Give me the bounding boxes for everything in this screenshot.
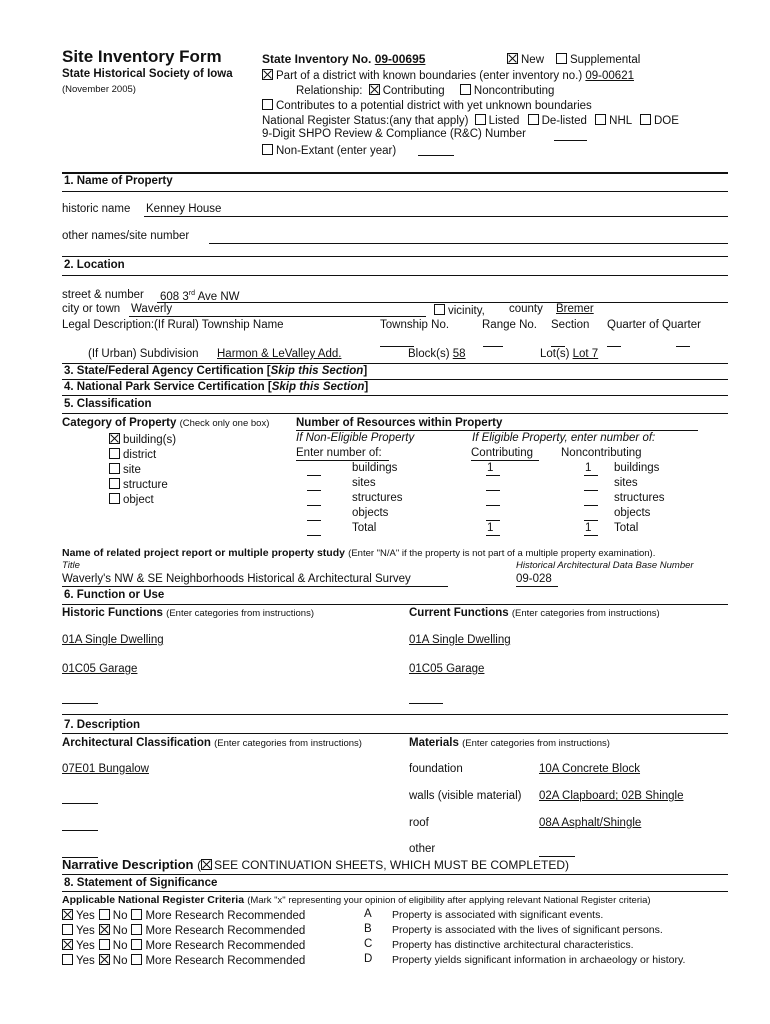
enter-number-heading: Enter number of: <box>296 447 382 459</box>
divider <box>62 172 728 174</box>
divider <box>62 275 728 276</box>
quarter-field[interactable] <box>607 346 621 347</box>
arch-classification-value[interactable]: 07E01 Bungalow <box>62 763 149 775</box>
supplemental-option[interactable] <box>556 53 640 67</box>
historic-name-field <box>144 216 728 217</box>
contributing-count-field[interactable] <box>486 520 500 521</box>
category-label: building(s) <box>123 434 177 446</box>
criteria-more-label: More Research Recommended <box>145 925 306 937</box>
eligible-row-label: sites <box>614 477 638 489</box>
contributing-checkbox[interactable] <box>369 84 380 95</box>
new-option[interactable] <box>507 53 544 67</box>
arch-classification-note: (Enter categories from instructions) <box>214 738 362 749</box>
quarter-label: Quarter of Quarter <box>607 319 701 331</box>
city-value[interactable]: Waverly <box>131 303 173 315</box>
historic-functions-heading <box>62 608 314 620</box>
inventory-number-row <box>262 53 425 65</box>
nonextant-checkbox[interactable] <box>262 144 273 155</box>
arch-classification-3-field[interactable] <box>62 830 98 831</box>
section-3-skip: Skip this Section <box>270 365 364 377</box>
historic-name-label: historic name <box>62 203 131 215</box>
narrative-checkbox[interactable] <box>201 859 212 870</box>
inventory-label: State Inventory No. <box>262 52 372 66</box>
current-function-2[interactable]: 01C05 Garage <box>409 663 485 675</box>
category-option[interactable] <box>109 433 176 447</box>
street-number: 608 3 <box>160 290 189 303</box>
city-field <box>129 316 426 317</box>
criteria-description: Property yields significant information in archaeology or history. <box>392 954 686 966</box>
narrative-text: SEE CONTINUATION SHEETS, WHICH MUST BE COMPLETED) <box>214 858 570 872</box>
related-study-label: Name of related project report or multiple property study <box>62 547 345 559</box>
criteria-yes-label: Yes <box>76 940 95 952</box>
roof-value[interactable]: 08A Asphalt/Shingle <box>539 817 642 829</box>
criteria-more-label: More Research Recommended <box>145 910 306 922</box>
criteria-letter: D <box>364 953 373 965</box>
contributing-count-field[interactable] <box>486 535 500 536</box>
noncontributing-count[interactable]: 1 <box>585 522 592 534</box>
current-function-1[interactable]: 01A Single Dwelling <box>409 634 511 646</box>
new-checkbox[interactable] <box>507 53 518 64</box>
historic-function-2[interactable]: 01C05 Garage <box>62 663 138 675</box>
non-eligible-row-label: objects <box>352 507 389 519</box>
historic-functions-note: (Enter categories from instructions) <box>166 608 314 619</box>
form-date: (November 2005) <box>62 84 136 95</box>
section-3-end: ] <box>363 365 368 377</box>
county-label: county <box>509 303 543 315</box>
section-3-title <box>64 366 367 378</box>
arch-classification-heading <box>62 738 362 750</box>
eligible-row-label: Total <box>614 522 639 534</box>
block-label <box>408 349 466 361</box>
narrative-row <box>62 858 569 871</box>
new-label: New <box>521 54 545 66</box>
criteria-no-checkbox[interactable] <box>99 939 110 950</box>
criteria-no-checkbox[interactable] <box>99 909 110 920</box>
noncontributing-count-field[interactable] <box>584 490 598 491</box>
criteria-row-d <box>62 954 305 968</box>
historic-function-1[interactable]: 01A Single Dwelling <box>62 634 164 646</box>
relationship-label: Relationship: <box>296 85 363 97</box>
resources-title-underline <box>296 430 698 431</box>
contributing-count-field[interactable] <box>486 505 500 506</box>
quarter-of-quarter-field[interactable] <box>676 346 690 347</box>
contributing-heading: Contributing <box>471 447 534 459</box>
non-eligible-heading: If Non-Eligible Property <box>296 432 415 444</box>
nonextant-label: Non-Extant (enter year) <box>276 145 397 157</box>
district-label: Part of a district with known boundaries (enter inventory no.) <box>276 70 583 82</box>
criteria-note: (Mark "x" representing your opinion of eligibility after applying relevant National Register criteria) <box>247 895 651 906</box>
nonextant-row <box>262 144 396 158</box>
divider <box>62 714 728 715</box>
criteria-letter: B <box>364 923 372 935</box>
category-heading <box>62 418 269 430</box>
nr-status-label: National Register Status:(any that apply) <box>262 115 469 127</box>
title-label: Title <box>62 560 80 571</box>
walls-value[interactable]: 02A Clapboard; 02B Shingle <box>539 790 684 802</box>
district-number[interactable]: 09-00621 <box>585 70 634 82</box>
category-checkbox[interactable] <box>109 463 120 474</box>
township-no-field[interactable] <box>380 346 414 347</box>
section-4-title <box>64 382 368 394</box>
criteria-row-b <box>62 924 305 938</box>
current-functions-note: (Enter categories from instructions) <box>511 608 660 619</box>
vicinity-label: vicinity, <box>448 305 485 317</box>
contributing-count-field[interactable] <box>486 490 500 491</box>
historic-name-value[interactable]: Kenney House <box>146 203 222 215</box>
eligible-row-label: buildings <box>614 462 660 474</box>
other-names-label: other names/site number <box>62 230 190 242</box>
foundation-label: foundation <box>409 763 463 775</box>
criteria-more-checkbox[interactable] <box>131 909 142 920</box>
category-label: district <box>123 449 157 461</box>
criteria-letter: A <box>364 908 372 920</box>
non-eligible-count-field[interactable] <box>307 475 321 476</box>
criteria-row-c <box>62 939 305 953</box>
noncontributing-label: Noncontributing <box>473 85 555 97</box>
contributing-count-field[interactable] <box>486 475 500 476</box>
non-eligible-count-field[interactable] <box>307 505 321 506</box>
criteria-no-checkbox[interactable] <box>99 924 110 935</box>
block-value[interactable]: 58 <box>452 348 466 360</box>
lot-label-text: Lot(s) <box>540 348 570 360</box>
section-label: Section <box>551 319 590 331</box>
noncontributing-count-field[interactable] <box>584 520 598 521</box>
contributing-label: Contributing <box>382 85 445 97</box>
supplemental-checkbox[interactable] <box>556 53 567 64</box>
potential-district-row <box>262 99 592 113</box>
category-option[interactable] <box>109 448 156 462</box>
org-name: State Historical Society of Iowa <box>62 68 233 80</box>
supplemental-label: Supplemental <box>570 54 641 66</box>
criteria-no-label: No <box>112 940 128 952</box>
eligible-heading: If Eligible Property, enter number of: <box>472 432 656 444</box>
section-5-title: 5. Classification <box>64 398 152 410</box>
materials-note: (Enter categories from instructions) <box>462 738 610 749</box>
section-2-title: 2. Location <box>64 259 125 271</box>
city-label: city or town <box>62 303 121 315</box>
block-label-text: Block(s) <box>408 348 450 360</box>
criteria-no-label: No <box>112 925 128 937</box>
category-checkbox[interactable] <box>109 493 120 504</box>
criteria-description: Property has distinctive architectural characteristics. <box>392 939 634 951</box>
related-study-heading <box>62 548 655 560</box>
current-functions-label: Current Functions <box>409 607 509 619</box>
category-note: (Check only one box) <box>179 418 270 429</box>
category-checkbox[interactable] <box>109 448 120 459</box>
narrative-label: Narrative Description <box>62 857 194 872</box>
nr-status-row <box>262 114 679 128</box>
form-title: Site Inventory Form <box>62 47 222 66</box>
non-eligible-count-field[interactable] <box>307 490 321 491</box>
lot-label <box>540 349 598 361</box>
criteria-no-label: No <box>112 955 128 967</box>
street-suffix: rd <box>188 290 196 297</box>
walls-label: walls (visible material) <box>409 790 522 802</box>
potential-checkbox[interactable] <box>262 99 273 110</box>
divider <box>62 891 728 892</box>
noncontributing-count-field[interactable] <box>584 505 598 506</box>
nhl-label: NHL <box>609 115 632 127</box>
nonextant-year-field[interactable] <box>418 155 454 156</box>
shpo-field[interactable] <box>554 140 587 141</box>
other-material-label: other <box>409 843 436 855</box>
criteria-no-checkbox[interactable] <box>99 954 110 965</box>
potential-label: Contributes to a potential district with yet unknown boundaries <box>276 100 592 112</box>
enter-number-underline <box>296 460 389 461</box>
narrative-open: ( <box>197 858 202 872</box>
shpo-label: 9-Digit SHPO Review & Compliance (R&C) Number <box>262 128 526 140</box>
contributing-count[interactable]: 1 <box>487 522 494 534</box>
noncontributing-heading: Noncontributing <box>561 447 642 459</box>
arch-classification-2-field[interactable] <box>62 803 98 804</box>
category-label: Category of Property <box>62 417 177 429</box>
category-option[interactable] <box>109 463 141 477</box>
historic-functions-label: Historic Functions <box>62 607 163 619</box>
divider <box>62 256 728 257</box>
district-checkbox[interactable] <box>262 69 273 80</box>
other-material-field[interactable] <box>539 856 575 857</box>
category-checkbox[interactable] <box>109 478 120 489</box>
section-4-text: 4. National Park Service Certification [ <box>64 381 272 393</box>
noncontributing-checkbox[interactable] <box>460 84 471 95</box>
range-no-field[interactable] <box>483 346 503 347</box>
shpo-row <box>262 129 526 141</box>
listed-label: Listed <box>488 115 520 127</box>
category-label: object <box>123 494 154 506</box>
contributing-count[interactable]: 1 <box>487 462 494 474</box>
doe-label: DOE <box>653 115 679 127</box>
criteria-row-a <box>62 909 305 923</box>
criteria-label: Applicable National Register Criteria <box>62 894 245 906</box>
criteria-yes-checkbox[interactable] <box>62 939 73 950</box>
related-study-value[interactable]: Waverly's NW & SE Neighborhoods Historical & Architectural Survey <box>62 573 411 585</box>
vicinity-checkbox[interactable] <box>434 304 445 315</box>
criteria-more-checkbox[interactable] <box>131 954 142 965</box>
arch-classification-label: Architectural Classification <box>62 737 211 749</box>
criteria-no-label: No <box>112 910 128 922</box>
eligible-row-label: structures <box>614 492 665 504</box>
listed-checkbox[interactable] <box>475 114 486 125</box>
criteria-letter: C <box>364 938 373 950</box>
criteria-heading <box>62 895 651 907</box>
historic-function-3-field[interactable] <box>62 703 98 704</box>
criteria-more-checkbox[interactable] <box>131 939 142 950</box>
non-eligible-row-label: buildings <box>352 462 398 474</box>
divider <box>62 379 728 380</box>
criteria-more-label: More Research Recommended <box>145 940 306 952</box>
criteria-more-label: More Research Recommended <box>145 955 306 967</box>
divider <box>62 733 728 734</box>
foundation-value[interactable]: 10A Concrete Block <box>539 763 641 775</box>
roof-label: roof <box>409 817 429 829</box>
relationship-row <box>296 84 554 98</box>
non-eligible-row-label: sites <box>352 477 376 489</box>
divider <box>62 874 728 875</box>
district-row <box>262 69 634 83</box>
noncontributing-count-field[interactable] <box>584 535 598 536</box>
range-no-label: Range No. <box>482 319 537 331</box>
category-label: site <box>123 464 141 476</box>
contributing-underline <box>471 460 539 461</box>
non-eligible-row-label: Total <box>352 522 377 534</box>
criteria-yes-label: Yes <box>76 925 95 937</box>
section-4-end: ] <box>364 381 369 393</box>
section-1-title: 1. Name of Property <box>64 175 173 187</box>
category-label: structure <box>123 479 168 491</box>
county-value[interactable]: Bremer <box>556 303 594 315</box>
section-7-title: 7. Description <box>64 719 141 731</box>
materials-heading <box>409 738 610 750</box>
current-functions-heading <box>409 608 660 620</box>
other-names-field[interactable] <box>209 243 728 244</box>
lot-value[interactable]: Lot 7 <box>572 348 599 360</box>
category-checkbox[interactable] <box>109 433 120 444</box>
legal-description-label: Legal Description:(If Rural) Township Name <box>62 319 284 331</box>
criteria-yes-label: Yes <box>76 955 95 967</box>
criteria-more-checkbox[interactable] <box>131 924 142 935</box>
materials-label: Materials <box>409 737 459 749</box>
doe-checkbox[interactable] <box>640 114 651 125</box>
noncontributing-count[interactable]: 1 <box>585 462 592 474</box>
divider <box>62 363 728 364</box>
subdivision-value[interactable]: Harmon & LeValley Add. <box>217 348 342 360</box>
section-8-title: 8. Statement of Significance <box>64 877 218 889</box>
delisted-checkbox[interactable] <box>528 114 539 125</box>
criteria-yes-label: Yes <box>76 910 95 922</box>
street-field <box>157 302 728 303</box>
db-number-value[interactable]: 09-028 <box>516 573 552 585</box>
current-function-3-field[interactable] <box>409 703 443 704</box>
vicinity-option[interactable] <box>434 304 485 318</box>
section-6-title: 6. Function or Use <box>64 589 165 601</box>
category-option[interactable] <box>109 478 168 492</box>
section-3-text: 3. State/Federal Agency Certification [ <box>64 365 271 377</box>
noncontributing-count-field[interactable] <box>584 475 598 476</box>
criteria-yes-checkbox[interactable] <box>62 954 73 965</box>
eligible-row-label: objects <box>614 507 651 519</box>
non-eligible-count-field[interactable] <box>307 535 321 536</box>
related-study-note: (Enter "N/A" if the property is not part of a multiple property examination). <box>348 548 656 559</box>
db-number-label: Historical Architectural Data Base Number <box>516 560 694 571</box>
db-number-field <box>516 586 558 587</box>
non-eligible-row-label: structures <box>352 492 403 504</box>
divider <box>62 604 728 605</box>
urban-subdivision-label: (If Urban) Subdivision <box>88 348 199 360</box>
nhl-checkbox[interactable] <box>595 114 606 125</box>
criteria-yes-checkbox[interactable] <box>62 909 73 920</box>
resources-title: Number of Resources within Property <box>296 417 503 429</box>
section-field[interactable] <box>551 346 565 347</box>
divider <box>62 395 728 396</box>
related-study-field <box>62 586 448 587</box>
street-label: street & number <box>62 289 144 301</box>
criteria-yes-checkbox[interactable] <box>62 924 73 935</box>
criteria-description: Property is associated with the lives of significant persons. <box>392 924 663 936</box>
section-4-skip: Skip this Section <box>271 381 365 393</box>
street-name: Ave NW <box>195 290 240 303</box>
divider <box>62 413 728 414</box>
delisted-label: De-listed <box>541 115 587 127</box>
criteria-description: Property is associated with significant events. <box>392 909 604 921</box>
township-no-label: Township No. <box>380 319 450 331</box>
inventory-number[interactable]: 09-00695 <box>374 52 426 66</box>
category-option[interactable] <box>109 493 154 507</box>
divider <box>62 191 728 192</box>
non-eligible-count-field[interactable] <box>307 520 321 521</box>
